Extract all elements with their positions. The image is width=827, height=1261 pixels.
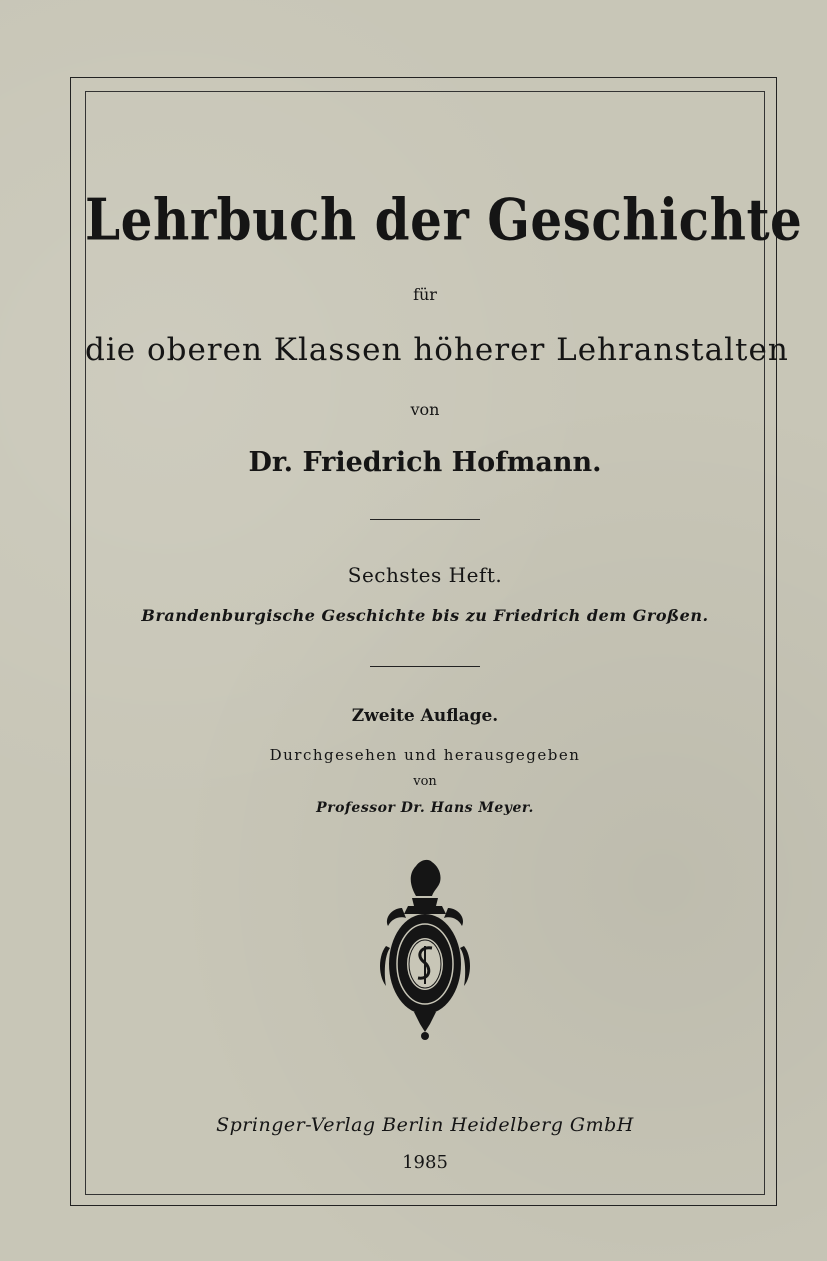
reviewed-label: Durchgesehen und herausgegeben [269,746,581,764]
divider-rule [370,666,480,667]
book-subtitle: die oberen Klassen höherer Lehranstalten [85,332,789,368]
springer-knight-emblem-icon [372,856,478,1042]
editor-name: Professor Dr. Hans Meyer. [316,800,534,816]
by-label-small: von [413,774,437,789]
for-label: für [413,285,437,304]
part-topic: Brandenburgische Geschichte bis zu Friedrich dem Großen. [141,606,709,625]
by-label: von [410,400,440,419]
edition-label: Zweite Auflage. [351,706,499,726]
part-label: Sechstes Heft. [347,563,503,587]
divider-rule [370,519,480,520]
author-name: Dr. Friedrich Hofmann. [248,447,602,478]
publisher-name: Springer-Verlag Berlin Heidelberg GmbH [216,1114,634,1136]
publication-year: 1985 [402,1152,448,1173]
book-title: Lehrbuch der Geschichte [85,185,803,254]
